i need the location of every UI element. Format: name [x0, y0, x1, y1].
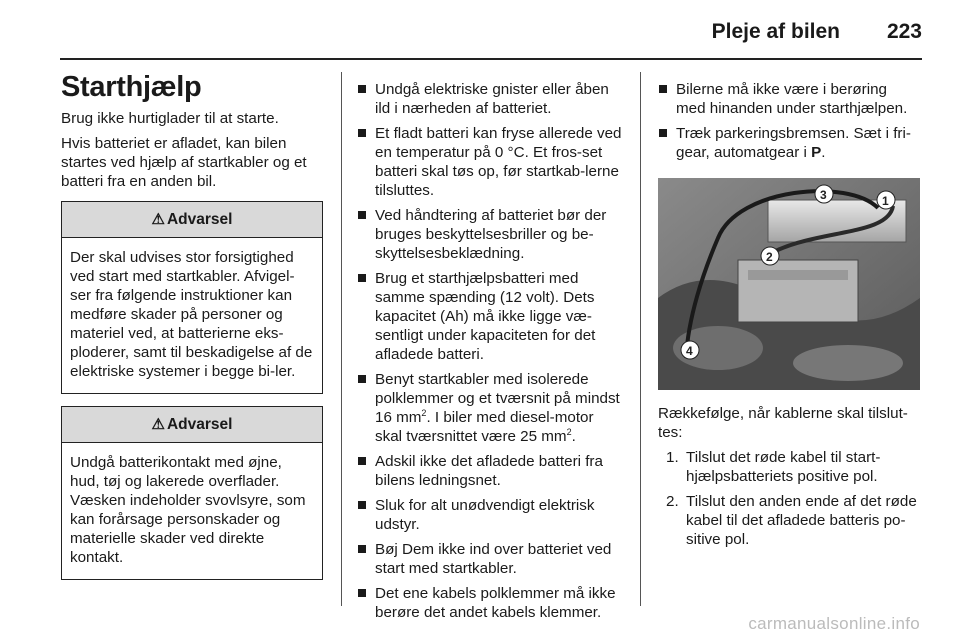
list-item: Ved håndtering af batteriet bør der bruges beskyttelsesbriller og be-skyttelsesbeklædning. — [357, 206, 623, 263]
warning-text: Undgå batterikontakt med øjne, hud, tøj og lakerede overflader. Væsken indeholder svovlsyre, som kan forårsage personskader og materielle skader ved direkte kontakt. — [70, 454, 306, 566]
list-item: Bøj Dem ikke ind over batteriet ved start med startkabler. — [357, 540, 623, 578]
warning-text: Der skal udvises stor forsigtighed ved start med startkabler. Afvigel-ser fra følgende instruktioner kan medføre skader på personer og materiel ved, at batterierne eks-ploderer, samt til beskadigelse af de elektriske systemer i begge bi-ler. — [70, 249, 313, 380]
warning-box — [61, 201, 323, 394]
list-item: Undgå elektriske gnister eller åben ild i nærheden af batteriet. — [357, 80, 623, 118]
column-divider — [341, 72, 342, 606]
warning-header — [62, 202, 322, 238]
jump-start-illustration — [658, 178, 920, 390]
warning-box — [61, 406, 323, 580]
flat-battery — [738, 260, 858, 322]
watermark: carmanualsonline.info — [748, 614, 920, 633]
step-item: 1. Tilslut det røde kabel til start-hjælpsbatteriets positive pol. — [666, 449, 881, 485]
list-item: Brug et starthjælpsbatteri med samme spænding (12 volt). Dets kapacitet (Ah) må ikke ligge væ-sentligt under kapaciteten for det afladede batteri. — [357, 269, 623, 364]
warning-title: Advarsel — [166, 211, 233, 228]
column-divider — [640, 72, 641, 606]
column-3 — [658, 80, 920, 555]
list-item: Træk parkeringsbremsen. Sæt i fri-gear, automatgear i P. — [658, 124, 920, 162]
column-2 — [357, 80, 623, 628]
battery-top — [748, 270, 848, 280]
warning-header — [62, 407, 322, 443]
paragraph: Rækkefølge, når kablerne skal tilslut-tes: — [658, 405, 908, 441]
list-item: Adskil ikke det afladede batteri fra bilens ledningsnet. — [357, 452, 623, 490]
engine-part — [793, 345, 903, 381]
list-item: Benyt startkabler med isolerede polklemmer og et tværsnit på mindst 16 $mm^2$. I biler med diesel-motor skal tværsnittet være 25 $mm^2$. — [357, 370, 623, 446]
header-rule — [60, 58, 922, 60]
warning-triangle-icon: ⚠ — [151, 416, 165, 433]
list-item: Et fladt batteri kan fryse allerede ved en temperatur på 0 °C. Et fros-set batteri skal tøs op, før startkab-lerne tilsluttes. — [357, 124, 623, 200]
list-item: Sluk for alt unødvendigt elektrisk udstyr. — [357, 496, 623, 534]
paragraph: Hvis batteriet er afladet, kan bilen startes ved hjælp af startkabler og et batteri fra en anden bil. — [61, 135, 307, 190]
callout-label: 1 — [882, 194, 889, 208]
list-item: Det ene kabels polklemmer må ikke berøre det andet kabels klemmer. — [357, 584, 623, 622]
precaution-list — [658, 80, 920, 162]
warning-triangle-icon: ⚠ — [151, 211, 165, 228]
step-item: 2. Tilslut den anden ende af det røde kabel til det afladede batteris po-sitive pol. — [666, 493, 917, 548]
callout-label: 2 — [766, 250, 773, 264]
list-item: Bilerne må ikke være i berøring med hinanden under starthjælpen. — [658, 80, 920, 118]
warning-title: Advarsel — [166, 416, 233, 433]
column-1 — [61, 70, 323, 592]
page-number: 223 — [886, 20, 922, 43]
precaution-list — [357, 80, 623, 622]
page-header-title: Pleje af bilen — [711, 20, 840, 43]
paragraph: Brug ikke hurtiglader til at starte. — [61, 110, 279, 127]
callout-label: 4 — [686, 344, 693, 358]
callout-label: 3 — [820, 188, 827, 202]
steps-list — [658, 448, 920, 549]
section-heading: Starthjælp — [61, 71, 202, 103]
